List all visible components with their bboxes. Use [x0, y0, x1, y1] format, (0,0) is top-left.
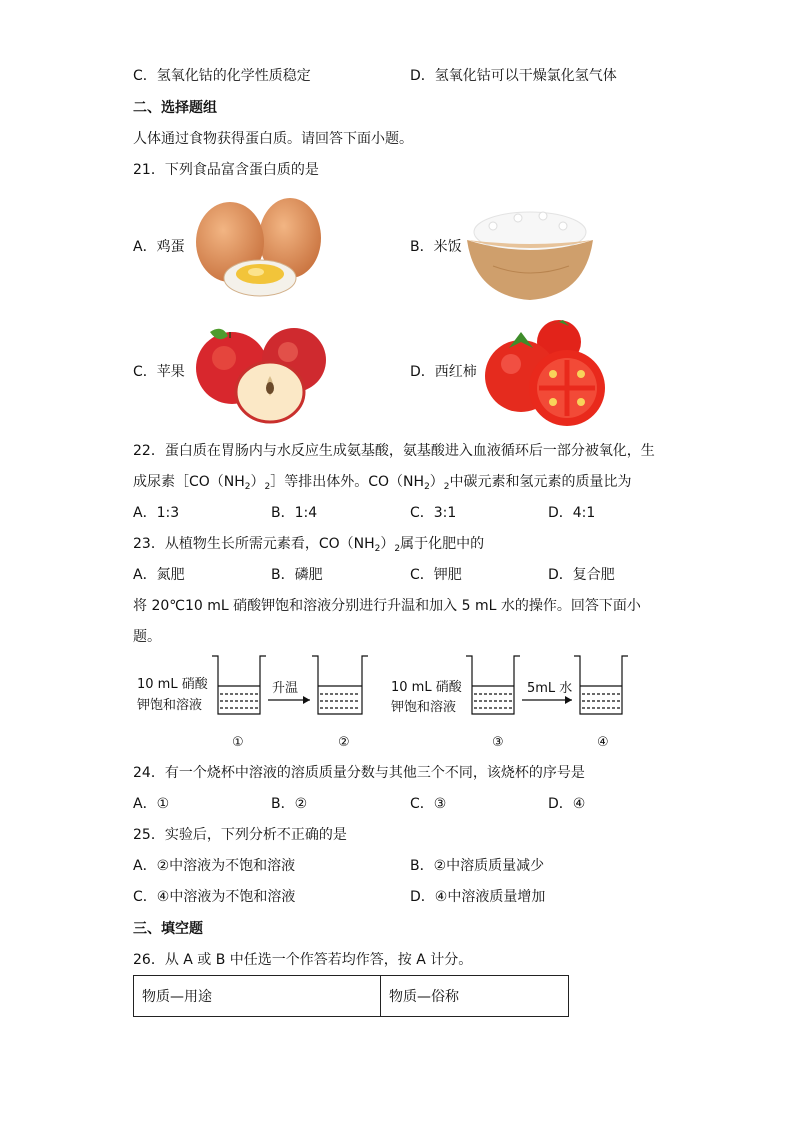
arrow-label-heat: 升温: [272, 681, 299, 696]
beaker-3: [466, 656, 520, 714]
question-21-stem: 21．下列食品富含蛋白质的是: [133, 162, 319, 178]
q22-option-b: B．1:4: [271, 505, 318, 521]
section-title: 二、选择题组: [133, 100, 217, 116]
question-24-stem: 24．有一个烧杯中溶液的溶质质量分数与其他三个不同，该烧杯的序号是: [133, 765, 585, 781]
question-26-stem: 26．从 A 或 B 中任选一个作答若均作答，按 A 计分。: [133, 952, 473, 968]
question-22-line2: 成尿素$[CO(NH_2)_2]$等排出体外。$CO(NH_2)_2$中碳元素和氢元素的质量比为: [133, 474, 632, 492]
beaker-label-right-2: 钾饱和溶液: [391, 700, 457, 715]
arrow-head-icon: [565, 696, 572, 704]
section-title-3: 三、填空题: [133, 921, 203, 937]
q25-option-b: B．②中溶质质量减少: [410, 858, 545, 874]
beaker-label-left-1: 10 mL 硝酸: [137, 677, 208, 692]
rice-image: [463, 196, 598, 302]
beaker-1: [212, 656, 266, 714]
beaker-number-3: ③: [492, 735, 504, 750]
q23-option-a: A．氮肥: [133, 567, 185, 583]
beaker-label-right-1: 10 mL 硝酸: [391, 680, 462, 695]
group-intro-2-line2: 题。: [133, 629, 161, 645]
q22-option-d: D．4:1: [548, 505, 596, 521]
arrow-label-water: 5mL 水: [527, 681, 573, 696]
q20-option-c: C．氢氧化钴的化学性质稳定: [133, 68, 311, 84]
beaker-diagram: [130, 650, 640, 725]
q22-option-a: A．1:3: [133, 505, 180, 521]
q20-option-d: D．氢氧化钴可以干燥氯化氢气体: [410, 68, 617, 84]
tomato-image: [483, 318, 613, 428]
q21-option-c: C．苹果: [133, 364, 185, 380]
beaker-label-left-2: 钾饱和溶液: [137, 698, 203, 713]
group-intro-2-line1: 将 20℃10 mL 硝酸钾饱和溶液分别进行升温和加入 5 mL 水的操作。回答下面小: [133, 598, 641, 614]
q24-option-c: C．③: [410, 796, 447, 812]
q23-option-d: D．复合肥: [548, 567, 615, 583]
q24-option-d: D．④: [548, 796, 586, 812]
q25-option-c: C．④中溶液为不饱和溶液: [133, 889, 296, 905]
group-intro: 人体通过食物获得蛋白质。请回答下面小题。: [133, 131, 413, 147]
q25-option-d: D．④中溶液质量增加: [410, 889, 546, 905]
q25-option-a: A．②中溶液为不饱和溶液: [133, 858, 296, 874]
beaker-number-1: ①: [232, 735, 244, 750]
q21-option-d: D．西红柿: [410, 364, 477, 380]
q24-option-b: B．②: [271, 796, 308, 812]
q24-option-a: A．①: [133, 796, 170, 812]
beaker-number-4: ④: [597, 735, 609, 750]
question-25-stem: 25．实验后，下列分析不正确的是: [133, 827, 347, 843]
question-22-line1: 22．蛋白质在胃肠内与水反应生成氨基酸，氨基酸进入血液循环后一部分被氧化，生: [133, 443, 655, 459]
q23-option-c: C．钾肥: [410, 567, 462, 583]
question-23-stem: 23．从植物生长所需元素看，$CO(NH_2)_2$属于化肥中的: [133, 536, 485, 554]
beaker-2: [312, 656, 368, 714]
beaker-4: [574, 656, 628, 714]
beaker-number-2: ②: [338, 735, 350, 750]
q21-option-b: B．米饭: [410, 239, 462, 255]
table-cell-substance-common-name: 物质—俗称: [381, 976, 569, 1017]
table-row: [134, 976, 569, 1017]
egg-image: [190, 196, 325, 302]
apple-image: [190, 324, 335, 426]
arrow-head-icon: [303, 696, 310, 704]
q23-option-b: B．磷肥: [271, 567, 323, 583]
answer-table: [133, 975, 569, 1017]
q22-option-c: C．3:1: [410, 505, 457, 521]
q21-option-a: A．鸡蛋: [133, 239, 185, 255]
table-cell-substance-use: 物质—用途: [134, 976, 381, 1017]
